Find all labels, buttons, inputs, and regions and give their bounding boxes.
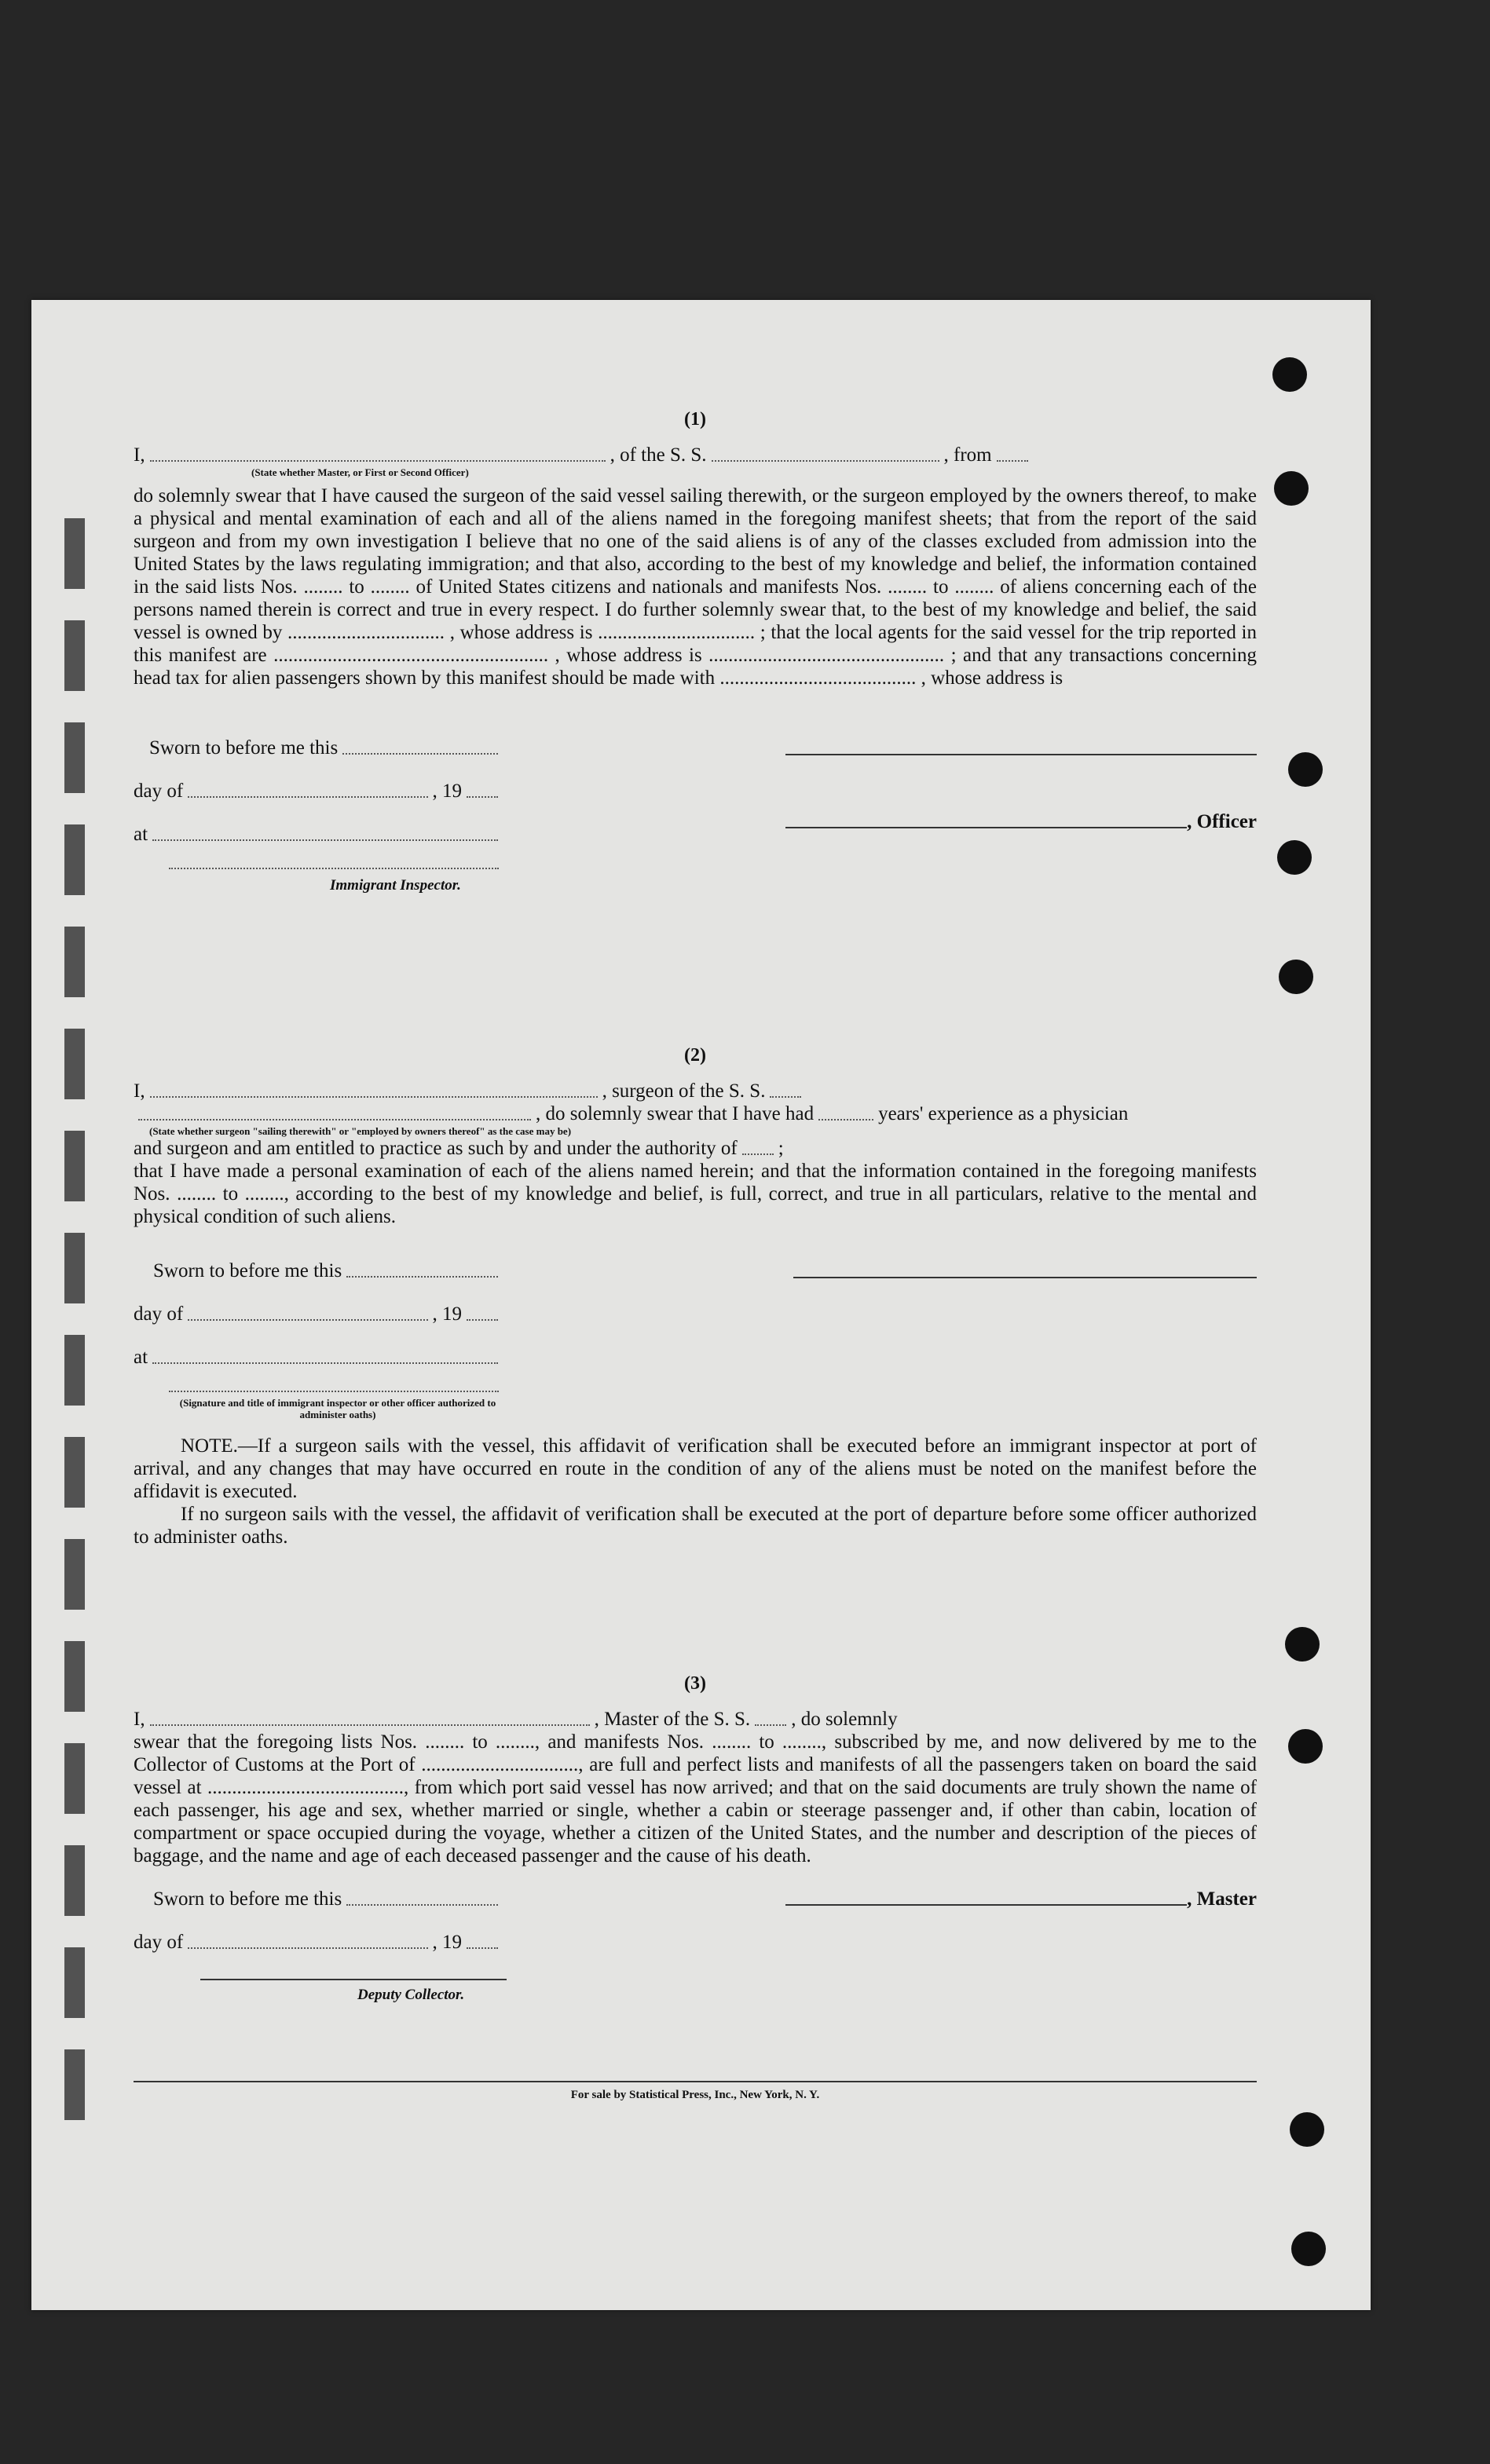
section-number: (1) xyxy=(684,409,706,430)
day-of-label: day of xyxy=(134,781,184,802)
punch-hole xyxy=(1285,1627,1320,1662)
label-i: I, xyxy=(134,444,145,466)
at-field[interactable] xyxy=(152,1361,498,1364)
day-of-label: day of xyxy=(134,1303,184,1325)
punch-hole xyxy=(1288,1729,1323,1764)
label-swear: , do solemnly swear that I have had xyxy=(536,1103,815,1124)
section-number: (2) xyxy=(684,1045,706,1066)
ship-field[interactable] xyxy=(755,1723,786,1726)
name-field[interactable] xyxy=(150,1095,598,1098)
year-field[interactable] xyxy=(467,1946,498,1949)
punch-hole xyxy=(1277,840,1312,875)
label-surgeon-of: , surgeon of the S. S. xyxy=(602,1080,766,1102)
jurat-block xyxy=(134,1888,507,2006)
sworn-field[interactable] xyxy=(346,1274,498,1278)
day-field[interactable] xyxy=(188,1318,427,1321)
inspector-label: Immigrant Inspector. xyxy=(330,877,461,894)
punch-hole xyxy=(1272,357,1307,392)
sworn-label: Sworn to before me this xyxy=(149,737,339,759)
inspector-signature[interactable] xyxy=(169,1389,499,1392)
punch-hole xyxy=(1291,2232,1326,2266)
section-number: (3) xyxy=(684,1673,706,1694)
at-label: at xyxy=(134,824,148,845)
officer-note: (State whether Master, or First or Second Officer) xyxy=(251,466,469,478)
officer-name[interactable] xyxy=(785,825,1187,828)
year-label: , 19 xyxy=(432,1932,462,1953)
label-i: I, xyxy=(134,1080,145,1102)
label-of-ss: , of the S. S. xyxy=(610,444,707,466)
affidavit-section-2: (2) I, , surgeon of the S. S. , do solemnly swear that I have had years' experience as a physician (State whether surgeon "sailing therewith" or "employed by owners thereof" as the case may be) and surgeon and am entitled to practice as such by and under the authority of ; that I have made a personal examination of each of the aliens named herein; and that the information contained in the foregoing manifests Nos. ........ to ........, according to the best of my knowledge and belief, is full, correct, and true in all particulars, relative to the mental and physical condition of such aliens. Sworn to before me this day of , 19 at (Signature and title of immigrant inspector or other officer authorized to administer oaths) NOTE.—If a surgeon sails with the vessel, this affidavit of verification shall be executed before an immigrant inspector at port of arrival, and any changes that may have occurred en route in the condition of any of the aliens must be noted on the manifest before the affidavit is executed. If no surgeon sails with the vessel, the affidavit of verification shall be executed at the port of departure before some officer authorized to administer oaths. xyxy=(134,1045,1257,1548)
oath-text: do solemnly swear that I have caused the surgeon of the said vessel sailing therewith, or the surgeon employed by the owners thereof, to make a physical and mental examination of each and all of the aliens named in the foregoing manifest sheets; that from the report of the said surgeon and from my own investigation I believe that no one of the said aliens is of any of the classes excluded from admission into the United States by the laws regulating immigration; and that also, according to the best of my knowledge and belief, the information contained in the said lists Nos. ........ to ........ of United States citizens and nationals and manifests Nos. ........ to ........ of aliens concerning each of the persons named therein is correct and true in every respect. I do further solemnly swear that, to the best of my knowledge and belief, the said vessel is owned by ................................ , whose address is ................................ ; that the local agents for the said vessel for the trip reported in this manifest are ........................................................ , whose address is ................................................ ; and that any transactions concerning head tax for alien passengers shown by this manifest should be made with ........................................ , whose address is xyxy=(134,485,1257,689)
punch-hole xyxy=(1279,960,1313,994)
surgeon-signature[interactable] xyxy=(793,1275,1257,1278)
punch-hole xyxy=(1274,471,1309,506)
master-signature[interactable] xyxy=(785,1903,1187,1906)
name-field[interactable] xyxy=(150,1723,590,1726)
sworn-field[interactable] xyxy=(346,1903,498,1906)
inspector-signature[interactable] xyxy=(169,866,499,869)
master-label: , Master xyxy=(1187,1888,1257,1910)
ship-field[interactable] xyxy=(712,459,939,462)
signature-note: (Signature and title of immigrant inspector or other officer authorized to administer oaths) xyxy=(179,1397,496,1420)
punch-hole xyxy=(1288,752,1323,787)
authority-label: and surgeon and am entitled to practice as such by and under the authority of xyxy=(134,1138,738,1159)
note-label: NOTE.— xyxy=(181,1435,258,1457)
oath-text: that I have made a personal examination of each of the aliens named herein; and that the information contained in the foregoing manifests Nos. ........ to ........, according to the best of my knowledge and belief, is full, correct, and true in all particulars, relative to the mental and physical condition of such aliens. xyxy=(134,1161,1257,1227)
year-field[interactable] xyxy=(467,795,498,798)
day-field[interactable] xyxy=(188,795,427,798)
year-label: , 19 xyxy=(432,781,462,802)
surgeon-signature-block xyxy=(793,1259,1257,1420)
jurat-block xyxy=(134,1259,503,1420)
label-i: I, xyxy=(134,1709,145,1730)
year-field[interactable] xyxy=(467,1318,498,1321)
printer-footer: For sale by Statistical Press, Inc., New York, N. Y. xyxy=(134,2081,1257,2102)
year-label: , 19 xyxy=(432,1303,462,1325)
label-solemnly: , do solemnly xyxy=(791,1709,898,1730)
at-field[interactable] xyxy=(152,838,498,841)
note-paragraph xyxy=(134,1435,1257,1503)
affidavit-section-3 xyxy=(134,1673,1257,2006)
day-of-label: day of xyxy=(134,1932,184,1953)
surgeon-note: (State whether surgeon "sailing therewith" or "employed by owners thereof" as the case may be) xyxy=(149,1125,572,1137)
sworn-label: Sworn to before me this xyxy=(153,1888,342,1910)
at-label: at xyxy=(134,1347,148,1368)
label-from: , from xyxy=(943,444,992,466)
collector-signature[interactable] xyxy=(200,1977,507,1980)
name-field[interactable] xyxy=(150,459,606,462)
affidavit-section-1 xyxy=(134,408,1257,897)
officer-label: , Officer xyxy=(1187,811,1257,832)
officer-signature[interactable] xyxy=(785,752,1257,755)
surgeon-type-field[interactable] xyxy=(138,1117,531,1120)
punch-hole xyxy=(1290,2112,1324,2147)
master-signature-block xyxy=(785,1888,1257,2006)
from-field[interactable] xyxy=(997,459,1028,462)
collector-label: Deputy Collector. xyxy=(357,1987,465,2003)
label-master-of: , Master of the S. S. xyxy=(594,1709,751,1730)
note-text-2: If no surgeon sails with the vessel, the affidavit of verification shall be executed at the port of departure before some officer authorized to administer oaths. xyxy=(134,1504,1257,1548)
label-years: years' experience as a physician xyxy=(878,1103,1129,1124)
officer-signature-block xyxy=(785,737,1257,897)
ship-field[interactable] xyxy=(770,1095,801,1098)
years-field[interactable] xyxy=(818,1117,873,1120)
note-text-1: If a surgeon sails with the vessel, this affidavit of verification shall be executed before an immigrant inspector at port of arrival, and any changes that may have occurred en route in the condition of any of the aliens must be noted on the manifest before the affidavit is executed. xyxy=(134,1435,1257,1502)
sworn-field[interactable] xyxy=(342,751,498,755)
oath-text: swear that the foregoing lists Nos. ........ to ........, and manifests Nos. ........ to ........, subscribed by me, and now delivered by me to the Collector of Customs at the Port of ................................, are full and perfect lists and manifests of all the passengers taken on board the said vessel at ........................................, from which port said vessel has now arrived; and that on the said documents are truly shown the name of each passenger, his age and sex, whether married or single, whether a cabin or steerage passenger and, if other than cabin, location of compartment or space occupied during the voyage, whether a citizen of the United States, and the number and description of the pieces of baggage, and the name and age of each deceased passenger and the cause of his death. xyxy=(134,1731,1257,1866)
sworn-label: Sworn to before me this xyxy=(153,1260,342,1281)
binding-edge xyxy=(64,518,85,2128)
jurat-block xyxy=(134,737,503,897)
authority-field[interactable] xyxy=(742,1152,774,1155)
day-field[interactable] xyxy=(188,1946,427,1949)
